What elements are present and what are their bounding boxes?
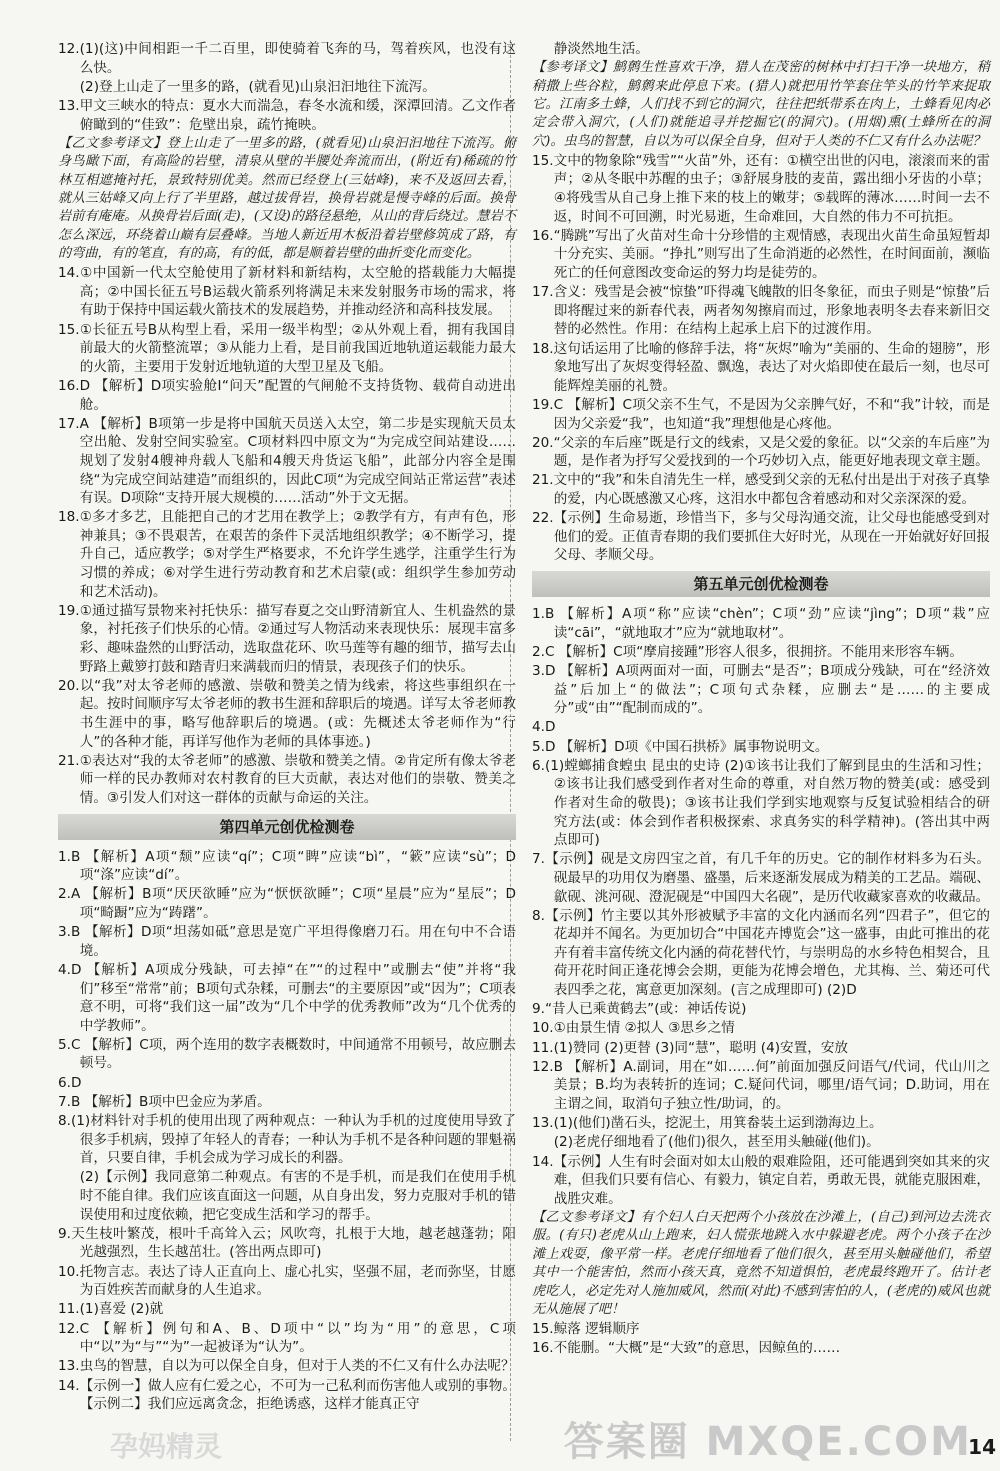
answer-paragraph: 11.(1)赞同 (2)更替 (3)同“慧”，聪明 (4)安置，安放 — [532, 1039, 849, 1056]
answer-paragraph: 21.①表达对“我的太爷老师”的感激、崇敬和赞美之情。②肯定所有像太爷老师一样的民办教师对农村教育的巨大贡献，表达对他们的崇敬、赞美之情。③引发人们对这一群体的贡献与命运的关注。 — [58, 752, 516, 806]
answer-paragraph: 2.C 【解析】C项“摩肩接踵”形容人很多，很拥挤。不能用来形容车辆。 — [532, 643, 963, 660]
answer-paragraph: 18.这句话运用了比喻的修辞手法，将“灰烬”喻为“美丽的、生命的翅膀”，形象地写出了灰烬变得轻盈、飘逸，表达了对火焰即使在最后一刻，也尽可能辉煌美丽的礼赞。 — [532, 340, 990, 394]
answer-paragraph: 9.天生枝叶繁茂，根叶千高耸入云；风吹弯，扎根于大地，越老越蓬勃；阳光越强烈，生长越茁壮。(答出两点即可) — [58, 1225, 516, 1261]
answer-paragraph: 9.“昔人已乘黄鹤去”(或：神话传说) — [532, 1001, 747, 1018]
answer-paragraph: (2)【示例】我同意第二种观点。有害的不是手机，而是我们在使用手机时不能自律。我们应该直面这一问题，从自身出发，努力克服对手机的错误使用和过度依赖，把它变成生活和学习的帮手。 — [79, 1169, 516, 1223]
answer-paragraph: 13.虫鸟的智慧，自以为可以保全自身，但对于人类的不仁又有什么办法呢？ — [58, 1358, 515, 1375]
answer-paragraph: 19.C 【解析】C项父亲不生气，不是因为父亲脾气好，不和“我”计较，而是因为父亲爱“我”，也知道“我”理想他是心疼他。 — [532, 396, 990, 432]
answer-paragraph: 2.A 【解析】B项“厌厌欲睡”应为“恹恹欲睡”；C项“星晨”应为“星辰”；D项“畸蹰”应为“踌躇”。 — [58, 886, 516, 921]
section-heading: 第五单元创优检测卷 — [532, 571, 990, 597]
answer-paragraph: 13.甲文三峡水的特点：夏水大而湍急，春冬水流和缓，深潭回清。乙文作者俯瞰到的“佳致”：危壁出泉，疏竹掩映。 — [58, 97, 516, 133]
answer-paragraph: 10.①由景生情 ②拟人 ③思乡之情 — [532, 1020, 735, 1037]
answer-paragraph: 【乙文参考译文】有个妇人白天把两个小孩放在沙滩上，(自己)到河边去洗衣服。(有只)老虎从山上跑来，妇人慌张地跳入水中躲避老虎。两个小孩子在沙滩上戏耍，像平常一样。老虎仔细地看了他们很久，甚至用头触碰他们，希望其中一个能害怕，然而小孩天真，竟然不知道惧怕，老虎最终跑开了。估计老虎吃人，必定先对人施加威风，然而(对此)不感到害怕的人，(老虎的)威风也就无从施展了吧！ — [532, 1209, 990, 1317]
answer-paragraph: 12.B 【解析】A.副词，用在“如……何”前面加强反问语气/代词，代山川之美景；B.均为表转折的连词；C.疑问代词，哪里/语气词；D.助词，用在主谓之间，取消句子独立性/助词，的。 — [532, 1058, 990, 1112]
answer-paragraph: 1.B 【解析】A项“颓”应读“qí”；C项“睥”应读“bì”，“簌”应读“sù”；D项“涤”应读“dí”。 — [58, 848, 516, 884]
answer-paragraph: 3.B 【解析】D项“坦荡如砥”意思是宽广平坦得像磨刀石。用在句中不合语境。 — [58, 924, 516, 959]
answer-paragraph: 16.“腾跳”写出了火苗对生命十分珍惜的主观情感，表现出火苗生命虽短暂却十分充实、美丽。“挣扎”则写出了生命消逝的必然性，在时间面前，濒临死亡的任何意图改变命运的努力均是徒劳的。 — [532, 227, 990, 281]
answer-paragraph: 16.D 【解析】D项实验舱Ⅰ“问天”配置的气闸舱不支持货物、载荷自动进出舱。 — [58, 377, 516, 413]
answer-paragraph: 10.托物言志。表达了诗人正直向上、虚心扎实，坚强不屈，老而弥坚，甘愿为百姓疾苦而献身的人生追求。 — [58, 1263, 516, 1299]
answer-paragraph: 12.(1)(这)中间相距一千二百里，即使骑着飞奔的马，驾着疾风，也没有这么快。 — [58, 41, 516, 76]
answer-paragraph: 【参考译文】鹪鹩生性喜欢干净，猎人在茂密的树林中打扫干净一块地方，稍稍撒上些谷粒，鹪鹩来此停息下来。(猎人)就把用竹竿套住竿头的竹竿来捉取它。江南多土蜂，人们找不到它的洞穴，往往把纸带系在肉上，土蜂看见肉必定会带入洞穴，(人们)就能追寻并挖掘它(的洞穴)。(用烟)熏(土蜂所在的洞穴)。虫鸟的智慧，自以为可以保全自身，但对于人类的不仁又有什么办法呢？ — [532, 60, 990, 149]
answer-paragraph: 【乙文参考译文】登上山走了一里多的路，(就看见)山泉汩汩地往下流泻。俯身鸟瞰下面，有高险的岩壁，清泉从壁的半腰处奔流而出，(附近有)稀疏的竹林互相遮掩衬托，景致特别优美。然而已经登上(三姑峰)，来不及返回去看，就从三姑峰又向上行了半里路，越过拔骨岩，换骨岩就是慢寺峰的后面。换骨岩前有庵庵。从换骨岩后面(走)，(又设)的路径悬绝，从山的背后绕过。慧岩不怎么深远，环绕着山巅有层叠峰。当地人新近用木板沿着岩壁修筑成了路，有的弯曲，有的笔直，有的高，有的低，都是顺着岩壁的曲折变化而变化。 — [58, 135, 516, 262]
answer-paragraph: 15.①长征五号B从构型上看，采用一级半构型；②从外观上看，拥有我国目前最大的火箭整流罩；③从能力上看，是目前我国近地轨道运载能力最大的火箭，主要用于发射近地轨道的大型卫星及飞船。 — [58, 321, 516, 375]
answer-paragraph: 6.(1)螳螂捕食蝗虫 昆虫的史诗 (2)①该书让我们了解到昆虫的生活和习性；②该书让我们感受到作者对生命的尊重，对自然万物的赞美(或：感受到作者对生命的敬畏)；③该书让我们学到实地观察与反复试验相结合的研究方法(或：体会到作者积极探索、求真务实的科学精神)。(答出其中两点即可) — [532, 757, 990, 849]
answer-paragraph: 6.D — [58, 1074, 82, 1091]
answer-paragraph: 18.①多才多艺，且能把自己的才艺用在教学上；②教学有方，有声有色，形神兼具；③不畏艰苦，在艰苦的条件下灵活地组织教学；④不断学习，提升自己，适应教学；⑤对学生严格要求，不允许学生逃学，注重学生行为习惯的养成；⑥对学生进行劳动教育和艺术启蒙(或：组织学生参加劳动和艺术活动)。 — [58, 509, 516, 600]
watermark-bottom-left: 孕妈精灵 — [110, 1430, 223, 1463]
answer-paragraph: (2)登上山走了一里多的路，(就看见)山泉汩汩地往下流泻。 — [79, 78, 436, 95]
answer-paragraph: 15.文中的物象除“残雪”“火苗”外，还有：①横空出世的闪电，滚滚而来的雷声；②从冬眠中苏醒的虫子；③舒展身肢的麦苗，露出细小牙齿的小草；④将残雪从自己身上推下来的枝上的嫩芽；⑤载晖的薄冰……时间一去不返，时间不可回溯，时光易逝，生命难回，大自然的伟力不可抗拒。 — [532, 152, 990, 225]
answer-paragraph: 4.D — [532, 719, 556, 736]
answer-paragraph: 14.①中国新一代太空舱使用了新材料和新结构，太空舱的搭载能力大幅提高；②中国长征五号B运载火箭系列将满足未来发射服务市场的需求，将有助于保持中国运载火箭技术的发展趋势，并推动经济和高科技发展。 — [58, 265, 516, 319]
watermark: 答案圈 MXQE.COM — [563, 1419, 972, 1465]
answer-paragraph: 11.(1)喜爱 (2)就 — [58, 1301, 164, 1318]
answer-paragraph: 8.【示例】竹主要以其外形被赋予丰富的文化内涵而名列“四君子”，但它的花却并不闻名。为更加切合“中国花卉博览会”这一盛事，由此可推出的花卉有着丰富传统文化内涵的荷花替代竹，与崇明岛的水乡特色相契合，且荷开花时间正逢花博会会期，更能为花博会增色，尤其梅、兰、菊还可代表四季之花，寓意更加深刻。(言之成理即可) (2)D — [532, 907, 990, 999]
right-column — [532, 40, 990, 1358]
answer-paragraph: 5.D 【解析】D项《中国石拱桥》属事物说明文。 — [532, 738, 829, 755]
answer-paragraph: 静淡然地生活。 — [553, 41, 649, 57]
answer-paragraph: 5.C 【解析】C项，两个连用的数字表概数时，中间通常不用顿号，故应删去顿号。 — [58, 1036, 516, 1072]
answer-paragraph: 14.【示例】人生有时会面对如太山般的艰难险阻，还可能遇到突如其来的灾难，但我们只要有信心、有毅力，镇定自若，勇敢无畏，就能克服困难，战胜灾难。 — [532, 1153, 990, 1207]
answer-paragraph: 17.A 【解析】B项第一步是将中国航天员送入太空，第二步是实现航天员太空出舱、发射空间实验室。C项材料四中原文为“为完成空间站建设……规划了发射4艘神舟载人飞船和4艘天舟货运飞船”，此部分内容全是围绕“为完成空间站建造”而组织的，因此C项“为完成空间站正常运营”表述有误。D项除“支持开展大规模的……活动”外于文无据。 — [58, 415, 516, 507]
answer-paragraph: 8.(1)材料针对手机的使用出现了两种观点：一种认为手机的过度使用导致了很多手机病，毁掉了年轻人的青春；一种认为手机不是各种问题的罪魁祸首，只要自律，手机会成为学习成长的利器。 — [58, 1113, 516, 1167]
left-column — [58, 40, 516, 1414]
answer-paragraph: 7.B 【解析】B项中巴金应为茅盾。 — [58, 1093, 271, 1110]
answer-paragraph: 13.(1)(他们)凿石头，挖泥土，用箕畚装土运到渤海边上。 — [532, 1115, 883, 1132]
section-heading: 第四单元创优检测卷 — [58, 814, 516, 840]
answer-paragraph: 22.【示例】生命易逝，珍惜当下，多与父母沟通交流，让父母也能感受到对他们的爱。正值青春期的我们要抓住大好时光，从现在一开始就好好回报父母、孝顺父母。 — [532, 510, 990, 564]
answer-paragraph: 14.【示例一】做人应有仁爱之心，不可为一己私利而伤害他人或别的事物。【示例二】我们应远离贪念，拒绝诱惑，这样才能真正守 — [58, 1377, 516, 1413]
answer-paragraph: 20.“父亲的车后座”既是行文的线索，又是父爱的象征。以“父亲的车后座”为题，是作者为抒写父爱找到的一个巧妙切入点，能更好地表现文章主题。 — [532, 434, 990, 470]
answer-paragraph: 19.①通过描写景物来衬托快乐：描写春夏之交山野清新宜人、生机盎然的景象，衬托孩子们快乐的心情。②通过写人物活动来表现快乐：展现丰富多彩、趣味盎然的山野活动，选取盘花环、吹马莲等有趣的细节，描写去山野路上戴箩打鼓和踏青归来满载而归的情景，表现孩子们的快乐。 — [58, 602, 516, 675]
page-number: 14 — [968, 1435, 996, 1459]
answer-paragraph: 17.含义：残雪是会被“惊蛰”吓得魂飞魄散的旧冬象征，而虫子则是“惊蛰”后即将醒过来的新春代表，两者匆匆擦肩而过，形象地表明冬去春来新旧交替的必然性。作用：在结构上起承上启下的过渡作用。 — [532, 284, 990, 338]
answer-paragraph: 16.不能删。“大概”是“大致”的意思，因鲸鱼的…… — [532, 1340, 841, 1357]
answer-paragraph: 12.C 【解析】例句和A、B、D项中“以”均为“用”的意思，C项中“以”为“与”“为”一起被译为“认为”。 — [58, 1320, 516, 1356]
answer-paragraph: 21.文中的“我”和朱自清先生一样，感受到父亲的无私付出是出于对孩子真挚的爱，内心既感激又心疼，这泪水中都包含着感动和对父亲深深的爱。 — [532, 472, 990, 508]
answer-paragraph: (2)老虎仔细地看了(他们)很久，甚至用头触碰(他们)。 — [553, 1134, 880, 1151]
answer-paragraph: 3.D 【解析】A项两面对一面，可删去“是否”；B项成分残缺，可在“经济效益”后加上“的做法”；C项句式杂糅，应删去“是……的主要成分”或“由”“配制而成的”。 — [532, 663, 990, 717]
answer-paragraph: 7.【示例】砚是文房四宝之首，有几千年的历史。它的制作材料多为石头。砚最早的功用仅为磨墨、盛墨，后来逐渐发展成为精美的工艺品。端砚、歙砚、洮河砚、澄泥砚是“中国四大名砚”，是历代收藏家喜欢的收藏品。 — [532, 851, 990, 905]
answer-paragraph: 15.鲸落 逻辑顺序 — [532, 1320, 640, 1337]
answer-paragraph: 1.B 【解析】A项“称”应读“chèn”；C项“劲”应读“jìng”；D项“栽”应读“cāi”，“就地取才”应为“就地取材”。 — [532, 606, 990, 641]
answer-paragraph: 4.D 【解析】A项成分残缺，可去掉“在”“的过程中”或删去“使”并将“我们”移至“常常”前；B项句式杂糅，可删去“的主要原因”或“因为”；C项表意不明，可将“我们这一届”改为“几个中学的优秀教师”改为“几个优秀的中学教师”。 — [58, 961, 516, 1034]
answer-paragraph: 20.以“我”对太爷老师的感激、崇敬和赞美之情为线索，将这些事组织在一起。按时间顺序写太爷老师的教书生涯和辞职后的境遇。详写太爷老师教书生涯中的事，略写他辞职后的境遇。(或：先概述太爷老师作为“行人”的各种才能，再详写他作为老师的具体事迹。) — [58, 677, 516, 750]
